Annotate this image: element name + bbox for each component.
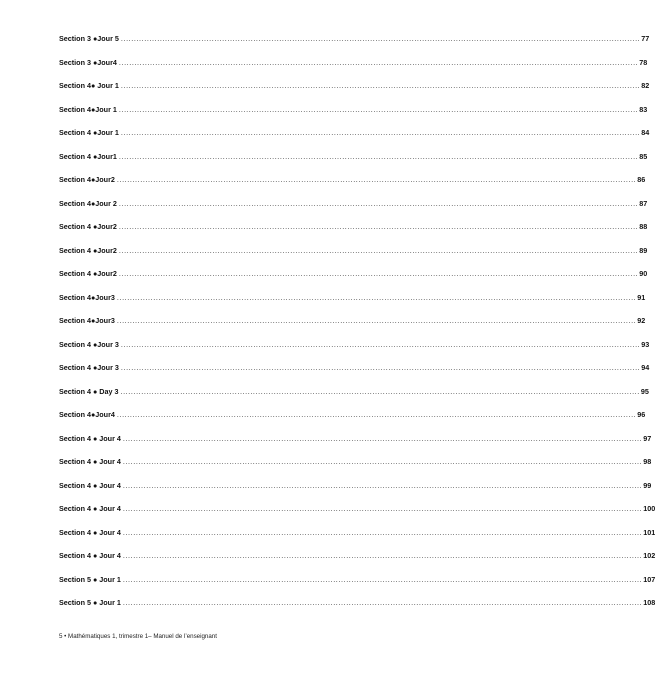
dot-leader: ........................................................................................................................................................................................................ xyxy=(120,128,641,138)
toc-entry-page-number: 108 xyxy=(643,598,655,608)
toc-entry-label: Section 4 ● Jour 4 xyxy=(59,527,121,537)
toc-entry-page-number: 94 xyxy=(641,363,650,373)
toc-entry xyxy=(59,286,646,310)
toc-entry-page-number: 86 xyxy=(637,175,646,185)
page-footer: 5 • Mathématiques 1, trimestre 1– Manuel de l’enseignant xyxy=(59,633,217,640)
toc-entry-label: Section 3 ●Jour 5 xyxy=(59,34,119,44)
toc-entry-label: Section 4 ● Jour 4 xyxy=(59,433,121,443)
toc-entry-label: Section 4●Jour3 xyxy=(59,316,115,326)
toc-entry-label: Section 4 ●Jour 1 xyxy=(59,128,119,138)
toc-entry-page-number: 90 xyxy=(639,269,648,279)
dot-leader: ........................................................................................................................................................................................................ xyxy=(122,551,643,561)
dot-leader: ........................................................................................................................................................................................................ xyxy=(118,104,639,114)
toc-entry xyxy=(59,568,655,592)
toc-entry-page-number: 85 xyxy=(639,151,648,161)
toc-entry xyxy=(59,544,655,568)
toc-entry-page-number: 92 xyxy=(637,316,646,326)
dot-leader: ........................................................................................................................................................................................................ xyxy=(122,480,643,490)
toc-entry-label: Section 4 ●Jour1 xyxy=(59,151,117,161)
toc-entry xyxy=(59,450,652,474)
dot-leader: ........................................................................................................................................................................................................ xyxy=(122,433,643,443)
dot-leader: ........................................................................................................................................................................................................ xyxy=(122,574,643,584)
toc-entry xyxy=(59,121,650,145)
toc-entry-page-number: 96 xyxy=(637,410,646,420)
toc-entry xyxy=(59,168,646,192)
toc-entry-page-number: 102 xyxy=(643,551,655,561)
toc-entry-label: Section 4 ●Jour 3 xyxy=(59,363,119,373)
toc-entry-page-number: 89 xyxy=(639,245,648,255)
toc-entry-page-number: 100 xyxy=(643,504,655,514)
toc-entry xyxy=(59,356,650,380)
toc-entry-page-number: 87 xyxy=(639,198,648,208)
toc-entry-label: Section 4●Jour4 xyxy=(59,410,115,420)
toc-entry xyxy=(59,427,652,451)
toc-entry-page-number: 78 xyxy=(639,57,648,67)
toc-entry xyxy=(59,497,655,521)
toc-entry-page-number: 95 xyxy=(640,386,649,396)
toc-entry-page-number: 98 xyxy=(643,457,652,467)
toc-entry xyxy=(59,403,646,427)
dot-leader: ........................................................................................................................................................................................................ xyxy=(118,151,639,161)
toc-entry xyxy=(59,239,648,263)
toc-entry-page-number: 99 xyxy=(643,480,652,490)
dot-leader: ........................................................................................................................................................................................................ xyxy=(116,316,637,326)
toc-entry-page-number: 93 xyxy=(641,339,650,349)
dot-leader: ........................................................................................................................................................................................................ xyxy=(118,245,639,255)
toc-entry xyxy=(59,333,650,357)
dot-leader: ........................................................................................................................................................................................................ xyxy=(122,598,643,608)
toc-entry xyxy=(59,74,650,98)
toc-entry-label: Section 4 ● Jour 4 xyxy=(59,551,121,561)
toc-entry-label: Section 4 ●Jour 3 xyxy=(59,339,119,349)
toc-entry xyxy=(59,521,655,545)
dot-leader: ........................................................................................................................................................................................................ xyxy=(122,527,643,537)
toc-entry xyxy=(59,145,648,169)
toc-entry xyxy=(59,591,655,615)
toc-entry-page-number: 88 xyxy=(639,222,648,232)
toc-entry-label: Section 4 ● Day 3 xyxy=(59,386,119,396)
dot-leader: ........................................................................................................................................................................................................ xyxy=(118,198,639,208)
toc-entry-page-number: 91 xyxy=(637,292,646,302)
dot-leader: ........................................................................................................................................................................................................ xyxy=(120,363,641,373)
toc-entry-label: Section 4 ● Jour 4 xyxy=(59,480,121,490)
toc-entry xyxy=(59,27,650,51)
toc-entry-label: Section 5 ● Jour 1 xyxy=(59,598,121,608)
dot-leader: ........................................................................................................................................................................................................ xyxy=(120,339,641,349)
dot-leader: ........................................................................................................................................................................................................ xyxy=(116,175,637,185)
toc-entry-label: Section 4●Jour3 xyxy=(59,292,115,302)
dot-leader: ........................................................................................................................................................................................................ xyxy=(116,292,637,302)
toc-entry-label: Section 3 ●Jour4 xyxy=(59,57,117,67)
toc-entry-label: Section 4 ●Jour2 xyxy=(59,222,117,232)
toc-entry-label: Section 5 ● Jour 1 xyxy=(59,574,121,584)
toc-entry-label: Section 4 ●Jour2 xyxy=(59,245,117,255)
toc-entry xyxy=(59,262,648,286)
toc-entry-label: Section 4 ● Jour 4 xyxy=(59,457,121,467)
dot-leader: ........................................................................................................................................................................................................ xyxy=(116,410,637,420)
dot-leader: ........................................................................................................................................................................................................ xyxy=(122,504,643,514)
toc-entry-label: Section 4● Jour 1 xyxy=(59,81,119,91)
toc-entry-page-number: 82 xyxy=(641,81,650,91)
toc-entry xyxy=(59,474,652,498)
toc-entry-page-number: 77 xyxy=(641,34,650,44)
dot-leader: ........................................................................................................................................................................................................ xyxy=(118,57,639,67)
toc-entry-label: Section 4 ● Jour 4 xyxy=(59,504,121,514)
toc-entry-page-number: 84 xyxy=(641,128,650,138)
table-of-contents xyxy=(59,27,655,615)
toc-entry-page-number: 83 xyxy=(639,104,648,114)
dot-leader: ........................................................................................................................................................................................................ xyxy=(120,386,640,396)
dot-leader: ........................................................................................................................................................................................................ xyxy=(118,269,639,279)
toc-entry xyxy=(59,309,646,333)
toc-entry-label: Section 4●Jour2 xyxy=(59,175,115,185)
toc-entry xyxy=(59,192,648,216)
toc-entry-label: Section 4 ●Jour2 xyxy=(59,269,117,279)
toc-entry-page-number: 97 xyxy=(643,433,652,443)
dot-leader: ........................................................................................................................................................................................................ xyxy=(120,34,641,44)
toc-entry-page-number: 101 xyxy=(643,527,655,537)
toc-entry xyxy=(59,98,648,122)
toc-entry xyxy=(59,380,649,404)
dot-leader: ........................................................................................................................................................................................................ xyxy=(122,457,643,467)
toc-entry-label: Section 4●Jour 1 xyxy=(59,104,117,114)
toc-entry xyxy=(59,51,648,75)
dot-leader: ........................................................................................................................................................................................................ xyxy=(118,222,639,232)
dot-leader: ........................................................................................................................................................................................................ xyxy=(120,81,641,91)
toc-entry-page-number: 107 xyxy=(643,574,655,584)
toc-entry xyxy=(59,215,648,239)
toc-entry-label: Section 4●Jour 2 xyxy=(59,198,117,208)
